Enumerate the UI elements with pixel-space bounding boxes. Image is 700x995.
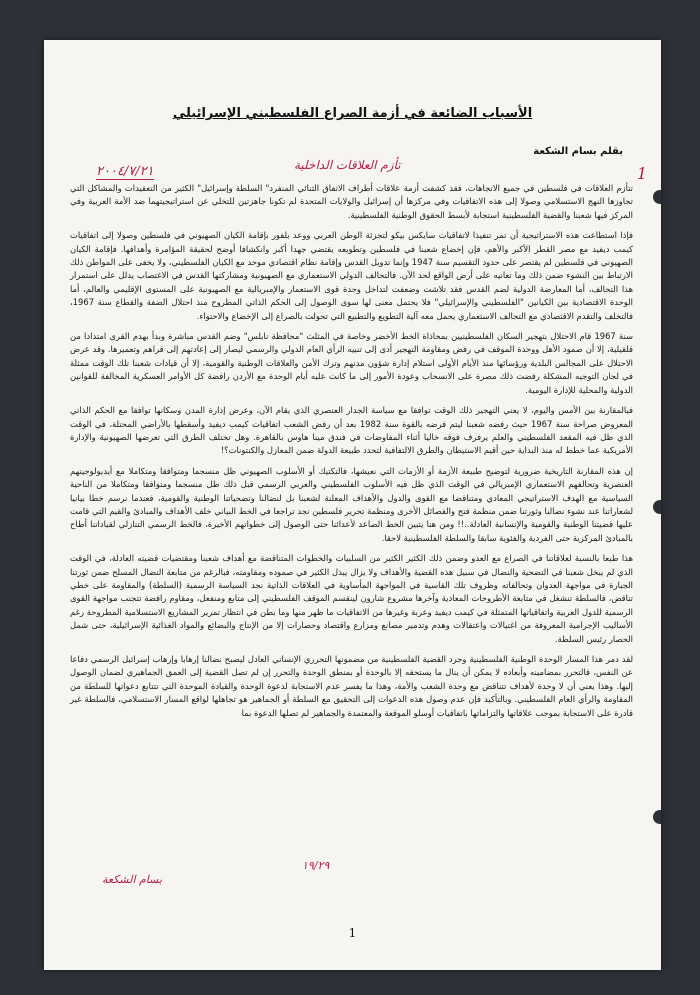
paragraph: تتأزم العلاقات في فلسطين في جميع الاتجاهات، فقد كشفت أزمة علاقات أطراف الاتفاق الثنائي المنفرد" السلطة وإسرائيل" الكثير من التعقيدات والمشاكل التي تجاوزها النهج الاستسلامي وصولا إلى هذه الاتفاقيات وفي مركزها أن إسرائيل والولايات المتحدة لم تكونا جاهزتين للتخلي عن استراتيجيتهما ضد الأمة العربية وفي المركز فيها شعبنا والقضية الفلسطينية استجابة لأبسط الحقوق الوطنية الفلسطينية. — [70, 183, 633, 220]
paragraph: لقد دمر هذا المسار الوحدة الوطنية الفلسطينية وجرد القضية الفلسطينية من مضمونها التحرري الإنساني العادل ليصبح نضالنا إرهابا وإرهاب إسرائيل الرسمي دفاعا عن النفس، فالتحرر بمضامينه وأبعاده لا يمكن أن ينال ما يستحقه إلا بالوحدة أو بمنطق الوحدة والتحرر إن لم تصل القضية إلى العمق الجماهيري لضمان الوصول إليها. وهذا يعني أن لا وحدة لأهداف تتناقض مع وحدة الشعب والأمة، وهذا ما يفسر عدم الاستجابة لدعوة الوحدة والقيادة الموحدة التي تتتابع دعواتها للسلطة من المقاومة والرأي العام الفلسطيني. وبالتأكيد فإن عدم وصول هذه الدعوات إلى التحقيق مع السلطة أو الجماهير هو تجاهلها لواقع المسار الاستسلامي، فالسلطة غير قادرة على الاستجابة بموجب علاقاتها والتزاماتها باتفاقيات أوسلو الموقعة والمعتمدة والجماهير لم تصلها الدعوة بما — [70, 654, 633, 718]
paragraph: فإذا استطاعت هذه الاستراتيجية أن تمر تنفيذا لاتفاقيات سايكس بيكو لتجزئة الوطن العربي ووعد بلفور بإقامة الكيان الصهيوني في فلسطين وصولا إلى اتفاقيات كيمب ديفيد مع مصر القطر الأكبر والأهم، فإن إخضاع شعبنا في فلسطين وتطويعه يقتضي جهدا أكبر وانكشافا أوضح لحقيقة المؤامرة وأهدافها. فإقامة الكيان الصهيوني في فلسطين لم يقتصر على حدود التقسيم سنة 1947 وإنما تدويل القدس وإقامة نظام اقتصادي موحد مع الكيان الفلسطيني، ولا يخفى على المواطن ذلك الارتباط بين النشوء ضمن ذلك وما تعانيه على أرض الواقع لحد الآن. فالتحالف الدولي الاستعماري مع الصهيونية ومشاركتها القدس في الاغتصاب يدلل على استمرار هذا التحالف، أما المعارضة الدولية لضم القدس فقد تلاشت وضعفت لتداخل وحدة قوى الاستعمار والإمبريالية مع الصهيونية على المستوى الإقليمي والعالم، أما الوحدة الاقتصادية بين الكيانين "الفلسطيني والإسرائيلي" فلا يحتمل معنى لها سوى الوصول إلى الحكم الذاتي المطروح منذ احتلال الضفة والقطاع سنة 1967، فالتخلف والتقدم الاقتصادي مع التحالف الاستعماري يحمل معه آلية التطويع والتطبيع التي تحولت بالصراع إلى الإخضاع والاحتواء. — [70, 230, 633, 321]
paragraph: فبالمقارنة بين الأمس واليوم، لا يعني التهجير ذلك الوقت توافقا مع سياسة الجدار العنصري الذي يقام الآن، وعرض إدارة المدن وسكانها توافقا مع الحكم الذاتي المعروض صراحة سنة 1967 حيث رفضه شعبنا ليتم فرضه بالقوة سنة 1982 بعد أن رفض الشعب اتفاقيات كيمب ديفيد وأسقطها بالأراضي المحتلة، في الوقت الذي ظل فيه المقعد الفلسطيني والعلم يرفرف فوقه خاليا أثناء المفاوضات في فندق مينا هاوس بالقاهرة. وهل تختلف الطرق التي تعرضها الصهيونية والإدارة الأمريكية عما خطط له منذ البداية حين أقيم الاستيطان والطرق الالتفافية لتحدد طبيعة الدولة ضمن المعازل والكنتونات؟! — [70, 405, 633, 456]
binder-hole — [653, 810, 661, 824]
handwritten-date: ٢٠٠٤/٧/٢١ — [96, 164, 154, 179]
page-number: 1 — [348, 926, 357, 940]
paragraph: إن هذه المقارنة التاريخية ضرورية لتوضيح طبيعة الأزمة أو الأزمات التي نعيشها، فالتكتيك أو الأسلوب الصهيوني ظل منسجما ومتوافقا ومتكاملا مع أيديولوجيتهم العنصرية وتحالفهم الاستعماري الإمبريالي في الوقت الذي ظل فيه الأسلوب الفلسطيني والعربي الرسمي قبل ذلك ظل منسجما ومتوافقا ومتكاملا من الناحية السياسية مع الهدف الاستراتيجي المعادي ومتناقضا مع القوى والدول والأهداف المعلنة لشعبنا بل لنضالنا وتضحياتنا الوطنية والقومية، فعندما نرسم خطا بيانيا لشعاراتنا عند نشوء نضالنا وثورتنا ضمن منظمة فتح والفصائل الأخرى ومنظمة تحرير فلسطين نجد تراجعا في الخط البياني خلف الأهداف والمبادئ والقيم التي قامت عليها قضيتنا الوطنية والقومية والإنسانية العادلة..!! ومن هنا يتبين الخط الصاعد لأعدائنا حتى الوصول إلى خطواتهم الأخيرة، فالخط الرسمي التنازلي لقياداتنا أطاح بالمبادئ المركزية حتى الفردية والفئوية سابقا والسلطة الفلسطينية لاحقا. — [70, 465, 633, 543]
binder-hole — [653, 190, 661, 204]
body-text — [70, 182, 633, 727]
document-page — [44, 40, 661, 970]
paragraph: هذا طبعا بالنسبة لعلاقاتنا في الصراع مع العدو وضمن ذلك الكثير الكثير من السلبيات والخطوات المتناقضة مع أهداف شعبنا ومقتضيات قضيته العادلة، في الوقت الذي لم يبخل شعبنا في التضحية والنضال في سبيل هذه القضية والأهداف ولا يزال يبذل الكثير في صموده ومقاومته، فبالرغم من متابعة النضال المسلح ضمن ثورتنا الجبارة في مواجهة العدوان وتحالفاته وظروف تلك القاسية في المواجهة المأساوية في العلاقات الذاتية نجد السياسة الرسمية (السلطة) والمقاومة على خطي تناقض، فالسلطة تنشغل في متابعة الأطروحات المعادية وآخرها مشروع شارون لينقسم الموقف الفلسطيني إلى متابع ومنفعل، ومقاوم رافضة تتجنب مواجهة القوى الرسمية للدول العربية واتفاقياتها المتمثلة في كيمب ديفيد وعربة وغيرها من الاتفاقيات ما ظهر منها وما بطن في انتظار تمرير المشاريع الاستسلامية المطروحة رغم الأساليب الإجرامية المعروفة من اغتيالات واعتقالات وهدم وتدمير مصانع ومزارع واقتصاد وحصارات إلا من الإنتاج والبضائع والمواد الغذائية الإسرائيلية، حتى شمل الحصار رئيس السلطة. — [70, 553, 633, 644]
author-line: بقلم بسام الشكعة — [533, 146, 623, 157]
handwritten-signature: بسام الشكعة — [102, 873, 163, 886]
margin-number: 1 — [636, 164, 647, 183]
handwritten-heading: تأزم العلاقات الداخلية — [294, 158, 401, 172]
binder-hole — [653, 500, 661, 514]
document-title: الأسباب الضائعة في أزمة الصراع الفلسطيني الإسرائيلي — [172, 106, 533, 121]
handwritten-initials: ١٩/٢٩ — [302, 859, 330, 872]
paragraph: سنة 1967 قام الاحتلال بتهجير السكان الفلسطينيين بمحاذاة الخط الأخضر وخاصة في المثلث "محافظة نابلس" وضم القدس مباشرة وبدأ بهدم القرى امتدادا من قلقيلية، إلا أن صمود الأهل ووحدة الموقف في رفض ومقاومة التهجير أدى إلى تنبيه الرأي العام الدولي والرسمي ليصار إلى إعادتهم إلى قراهم وتعميرها. وقد عرض الاحتلال على المجالس البلدية ورؤسائها منذ الأيام الأولى استلام إدارة شؤون مدنهم وترك الأمن والعلاقات الوطنية والقومية، إلا أن قيادات شعبنا تلك الوقت ممثلة في لجان التوجيه المشكلة رفضت ذلك مصرة على الانسحاب وعودة الأمور إلى ما كانت عليه أيام الوحدة مع الأردن رافضة كل الأوامر العسكرية المخالفة للقوانين الدولية والمحلية للإدارة اليومية. — [70, 331, 633, 395]
